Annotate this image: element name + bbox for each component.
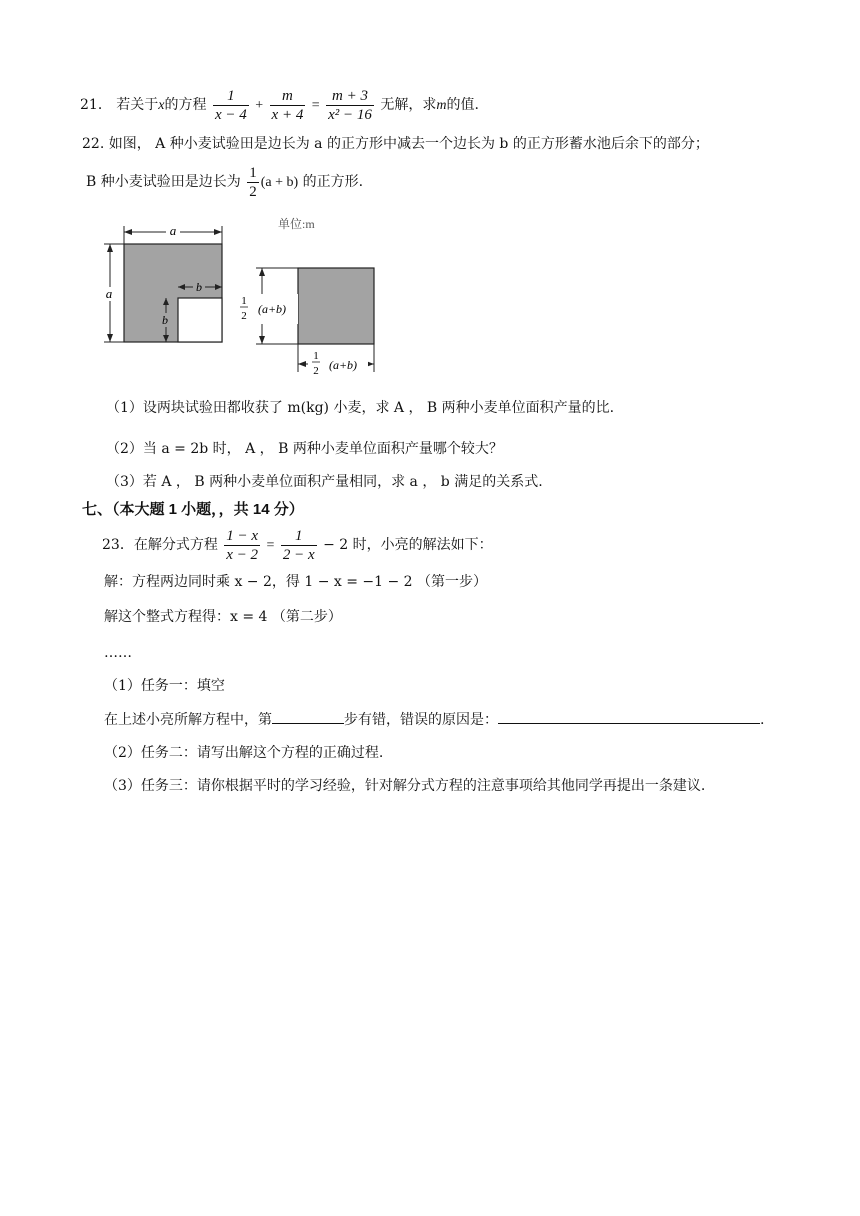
reservoir-square bbox=[178, 298, 222, 342]
figure-unit-label: 单位:m bbox=[278, 217, 315, 231]
q22-sub-2: （2）当 a = 2b 时， A ， B 两种小麦单位面积产量哪个较大？ bbox=[106, 441, 503, 457]
q23-ellipsis: …… bbox=[104, 645, 132, 661]
q22-half-fraction: $\frac{1}{2}$ bbox=[249, 164, 257, 200]
q21-text-3: 无解，求 bbox=[380, 97, 437, 113]
section-7-heading: 七、（本大题 1 小题，，共 14 分） bbox=[82, 501, 304, 518]
question-23 bbox=[102, 526, 493, 565]
svg-text:1: 1 bbox=[241, 295, 247, 307]
q23-fill-text-a: 在上述小亮所解方程中，第 bbox=[104, 712, 272, 728]
q23-step-2: 解这个整式方程得：x = 4 （第二步） bbox=[104, 609, 342, 625]
q21-number: 21． bbox=[80, 97, 112, 113]
label-b-top: b bbox=[196, 280, 202, 294]
q21-var-x: x bbox=[158, 98, 165, 113]
q21-fraction-1: $\frac{1}{x - 4}$ bbox=[214, 87, 247, 123]
q21-fraction-3: $\frac{m + 3}{\text{x² − 16}}$ bbox=[328, 87, 372, 123]
step-answer-blank[interactable] bbox=[272, 709, 344, 724]
q23-step-1: 解：方程两边同时乘 x − 2，得 1 − x = −1 − 2 （第一步） bbox=[104, 574, 488, 590]
q21-text-2: 的方程 bbox=[164, 97, 207, 113]
q23-text-1: 23．在解分式方程 bbox=[102, 537, 218, 553]
q21-var-m: m bbox=[436, 98, 447, 113]
q22-line-2-a: B 种小麦试验田是边长为 bbox=[86, 174, 241, 190]
label-half-left: (a+b) bbox=[257, 302, 287, 316]
q21-plus: + bbox=[255, 98, 264, 113]
q23-fill-end: . bbox=[760, 712, 765, 728]
svg-text:2: 2 bbox=[313, 365, 319, 377]
q23-fraction-1: $\frac{1 - x}{x - 2}$ bbox=[226, 527, 259, 563]
q23-task-2: （2）任务二：请写出解这个方程的正确过程. bbox=[104, 745, 384, 761]
q22-figure bbox=[96, 212, 396, 382]
q22-line-2-b: 的正方形. bbox=[302, 174, 364, 190]
q22-line-2-expr: (a + b) bbox=[260, 175, 299, 190]
q23-fill-line bbox=[104, 709, 764, 730]
svg-text:2: 2 bbox=[241, 310, 247, 322]
q23-fraction-2: $\frac{1}{2 - x}$ bbox=[282, 527, 315, 563]
q23-task-1: （1）任务一：填空 bbox=[104, 678, 225, 694]
reason-answer-blank[interactable] bbox=[498, 709, 760, 724]
svg-text:1: 1 bbox=[313, 350, 319, 362]
question-21 bbox=[80, 86, 479, 125]
q21-text-4: 的值. bbox=[446, 97, 479, 113]
q23-equals: = bbox=[266, 538, 275, 553]
label-a-left: a bbox=[105, 286, 113, 301]
field-b-square bbox=[298, 268, 374, 344]
label-b-left: b bbox=[162, 313, 168, 327]
q21-text-1: 若关于 bbox=[116, 97, 159, 113]
label-half-bottom: (a+b) bbox=[328, 358, 358, 372]
q23-text-2: − 2 时，小亮的解法如下： bbox=[323, 537, 493, 553]
q21-fraction-2: $\frac{m}{x + 4}$ bbox=[271, 87, 304, 123]
label-a-top: a bbox=[169, 223, 177, 238]
q23-fill-text-b: 步有错，错误的原因是： bbox=[344, 712, 498, 728]
q21-equals: = bbox=[311, 98, 320, 113]
q23-task-3: （3）任务三：请你根据平时的学习经验，针对解分式方程的注意事项给其他同学再提出一条建议. bbox=[104, 778, 706, 794]
q22-line-1: 22. 如图， A 种小麦试验田是边长为 a 的正方形中减去一个边长为 b 的正方形蓄水池后余下的部分； bbox=[82, 136, 709, 152]
q22-sub-1: （1）设两块试验田都收获了 m(kg) 小麦，求 A ， B 两种小麦单位面积产量的比. bbox=[106, 400, 615, 416]
q22-sub-3: （3）若 A ， B 两种小麦单位面积产量相同，求 a ， b 满足的关系式. bbox=[106, 474, 543, 490]
q22-line-2 bbox=[86, 160, 363, 205]
